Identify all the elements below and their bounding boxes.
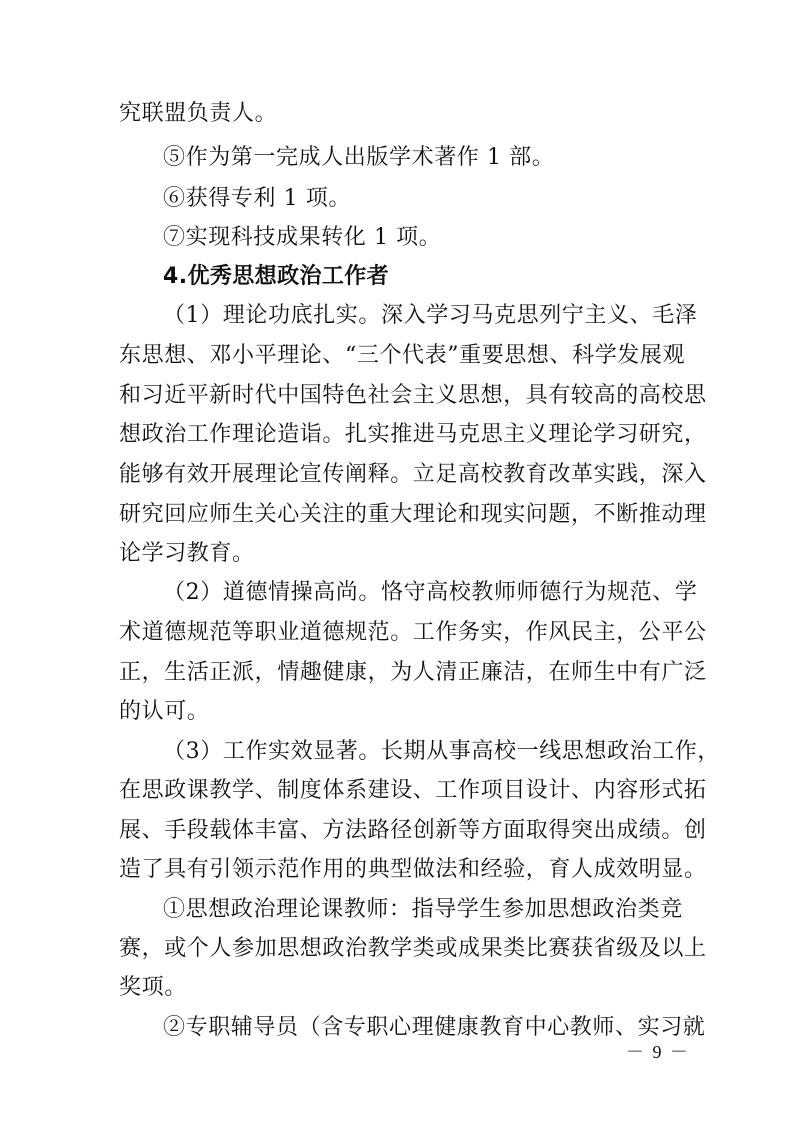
- list-item: ②专职辅导员（含专职心理健康教育中心教师、实习就: [163, 1015, 706, 1040]
- paragraph-line: 的认可。: [119, 699, 210, 724]
- paragraph-line: （3）工作实效显著。长期从事高校一线思想政治工作，: [163, 739, 720, 764]
- paragraph-line: 能够有效开展理论宣传阐释。立足高校教育改革实践，深入: [119, 462, 707, 487]
- paragraph-line: 奖项。: [119, 975, 187, 1000]
- paragraph-line: 造了具有引领示范作用的典型做法和经验，育人成效明显。: [119, 857, 707, 882]
- section-heading: 4.优秀思想政治工作者: [163, 264, 390, 289]
- paragraph-line: （1）理论功底扎实。深入学习马克思列宁主义、毛泽: [163, 303, 698, 328]
- list-item: ①思想政治理论课教师：指导学生参加思想政治类竞: [163, 897, 683, 922]
- body-line: 究联盟负责人。: [119, 101, 278, 126]
- paragraph-line: 术道德规范等职业道德规范。工作务实，作风民主，公平公: [119, 620, 707, 645]
- paragraph-line: 在思政课教学、制度体系建设、工作项目设计、内容形式拓: [119, 778, 707, 803]
- paragraph-line: 想政治工作理论造诣。扎实推进马克思主义理论学习研究，: [119, 422, 707, 447]
- paragraph-line: 展、手段载体丰富、方法路径创新等方面取得突出成绩。创: [119, 818, 707, 843]
- paragraph-line: （2）道德情操高尚。恪守高校教师师德行为规范、学: [163, 580, 698, 605]
- list-item: ⑦实现科技成果转化 1 项。: [163, 225, 442, 250]
- paragraph-line: 论学习教育。: [119, 541, 255, 566]
- paragraph-line: 赛，或个人参加思想政治教学类或成果类比赛获省级及以上: [119, 936, 707, 961]
- list-item: ⑤作为第一完成人出版学术著作 1 部。: [163, 145, 555, 170]
- paragraph-line: 正，生活正派，情趣健康，为人清正廉洁，在师生中有广泛: [119, 660, 707, 685]
- paragraph-line: 和习近平新时代中国特色社会主义思想，具有较高的高校思: [119, 383, 707, 408]
- list-item: ⑥获得专利 1 项。: [163, 186, 351, 211]
- paragraph-line: 东思想、邓小平理论、“三个代表”重要思想、科学发展观: [119, 343, 686, 368]
- paragraph-line: 研究回应师生关心关注的重大理论和现实问题，不断推动理: [119, 502, 707, 527]
- page-number: － 9 －: [626, 1042, 690, 1062]
